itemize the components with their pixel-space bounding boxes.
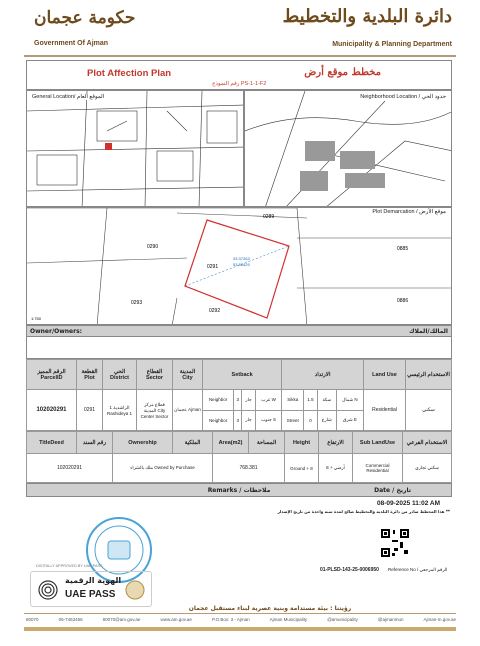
qr-code xyxy=(380,528,410,558)
col-parcel-id: الرقم المميز ParcelID xyxy=(27,360,77,390)
neighborhood-location-map xyxy=(244,90,452,207)
date-value: 08-09-2025 11:02 AM xyxy=(377,500,440,507)
setback-cell: Neighbor xyxy=(203,390,234,411)
owners-area xyxy=(26,337,452,359)
general-location-map xyxy=(26,90,244,207)
owners-bar xyxy=(26,325,452,337)
contact-site2[interactable]: Ajman-m.gov.ae xyxy=(423,617,456,622)
cell-plot: 0291 xyxy=(77,390,103,431)
dept-name-en: Municipality & Planning Department xyxy=(332,41,452,48)
plot-num-885: 0885 xyxy=(397,246,409,252)
remarks-label: Remarks / ملاحظات xyxy=(207,487,271,494)
col-area: Area(m2) xyxy=(213,432,249,454)
neighborhood-location-label: Neighborhood Location / حدود الحي xyxy=(360,94,446,100)
contact-email[interactable]: 80070@am.gov.ae xyxy=(102,617,141,622)
uae-pass-approved: DIGITALLY APPROVED BY UAE PASS xyxy=(36,564,103,568)
footer-divider xyxy=(24,613,456,614)
neighborhood-map-drawing xyxy=(245,91,452,207)
setback-cell: Sikka xyxy=(282,390,304,411)
uae-pass-badge xyxy=(30,571,152,607)
scale-label: 1:750 xyxy=(31,316,42,321)
plan-title-ar: مخطط موقع أرض xyxy=(304,67,381,78)
col-ownership-ar: الملكية xyxy=(173,432,213,454)
cell-height-ar: أرضي + 8 xyxy=(319,454,353,483)
reference-label: Reference No / الرقم المرجعي xyxy=(388,567,448,572)
plan-title-en: Plot Affection Plan xyxy=(87,68,172,79)
setback-cell: 1.5 xyxy=(304,390,318,411)
setback-cell: Street xyxy=(282,410,304,431)
remarks-note: هذا المخطط صادر من دائرة البلدية والتخطيط صالح لمدة سنة واحدة من تاريخ الإصدار ** xyxy=(277,509,450,514)
cell-sub-use-ar: سكني تجاري xyxy=(403,454,452,483)
setback-cell: جنوب S xyxy=(255,410,281,431)
contact-pobox: P.O.Box: 3 - Ajman xyxy=(211,617,250,622)
fingerprint-icon xyxy=(37,579,59,601)
col-setback-ar: الارتداد xyxy=(282,360,364,390)
reference-value: 01-PLSD-143-25-0006950 xyxy=(320,567,379,573)
setback-cell: جار xyxy=(242,390,256,411)
cell-area: 768.381 xyxy=(213,454,285,483)
col-city: المدينة City xyxy=(173,360,203,390)
header-divider xyxy=(24,55,456,57)
col-setback: Setback xyxy=(203,360,282,390)
setback-cell: سكة xyxy=(317,390,336,411)
contact-website[interactable]: www.am.gov.ae xyxy=(160,617,192,622)
deed-info-table xyxy=(26,431,452,483)
setback-cell: جار xyxy=(242,410,256,431)
setback-cell: Neighbor xyxy=(203,410,234,431)
contact-bar xyxy=(26,617,456,622)
col-sub-land-use: Sub LandUse xyxy=(353,432,403,454)
gov-logo-ar: حكومة عجمان xyxy=(34,8,136,28)
uae-pass-ar: الهوية الرقمية xyxy=(65,576,122,585)
vision-statement: رؤيتنا : بيئة مستدامة وبنية عصرية لبناء مستقبل عجمان xyxy=(188,605,352,612)
uae-pass-en: UAE PASS xyxy=(65,589,116,600)
contact-phone-toll[interactable]: 80070 xyxy=(26,617,39,622)
cell-sector: قطاع مركز المدينة City Center Sector xyxy=(137,390,173,431)
plot-dim-1: 33.37263 xyxy=(233,256,250,261)
cell-parcel-id: 102020291 xyxy=(27,390,77,431)
setback-cell: 3 xyxy=(234,410,242,431)
plot-demarcation-drawing xyxy=(27,208,452,325)
plot-dim-2: 53.86429 xyxy=(233,262,250,267)
plot-demarcation-map xyxy=(26,207,452,325)
setback-cell: 0 xyxy=(304,410,318,431)
dept-logo-ar: دائرة البلدية والتخطيط xyxy=(282,6,452,27)
col-area-ar: المساحة xyxy=(249,432,285,454)
contact-facebook[interactable]: Ajman Municipality xyxy=(269,617,308,622)
plot-num-293: 0293 xyxy=(131,300,143,306)
col-sub-use-ar: الاستخدام الفرعي xyxy=(403,432,452,454)
parcel-info-table xyxy=(26,359,452,431)
remarks-bar xyxy=(26,483,452,497)
footer-bottom-line xyxy=(24,627,456,631)
contact-phone[interactable]: 06-7463456 xyxy=(58,617,83,622)
plot-num-290: 0290 xyxy=(147,244,159,250)
plot-demarcation-label: Plot Demarcation / موقع الأرض xyxy=(372,209,446,215)
general-location-label: General Location/ الموقع العام xyxy=(32,94,105,100)
plot-num-291: 0291 xyxy=(207,264,219,270)
col-deed-no-ar: رقم السند xyxy=(77,432,113,454)
col-height-ar: الارتفاع xyxy=(319,432,353,454)
cell-title-deed: 102020291 xyxy=(27,454,113,483)
contact-twitter[interactable]: @amunicipality xyxy=(327,617,358,622)
cell-ownership: ملك بالشراء Owned by Purchase xyxy=(113,454,213,483)
cell-height: Ground + 8 xyxy=(285,454,319,483)
gov-name-en: Government Of Ajman xyxy=(34,40,109,47)
setback-cell: 3 xyxy=(234,390,242,411)
col-title-deed: TitleDeed xyxy=(27,432,77,454)
plot-num-292: 0292 xyxy=(209,308,221,314)
contact-instagram[interactable]: @ajmanmun xyxy=(377,617,404,622)
date-label: Date / تاريخ xyxy=(374,487,411,494)
col-land-use: Land Use xyxy=(364,360,406,390)
cell-sub-land-use: Commercial Residential xyxy=(353,454,403,483)
plot-num-289: 0289 xyxy=(263,214,275,220)
setback-cell: شمال N xyxy=(336,390,363,411)
col-height: Height xyxy=(285,432,319,454)
owners-label-en: Owner/Owners: xyxy=(30,328,83,335)
title-bar xyxy=(26,60,452,90)
plot-num-886: 0886 xyxy=(397,298,409,304)
setback-cell: شارع xyxy=(317,410,336,431)
form-code: رقم النموذج PS-1-1-F2 xyxy=(212,81,267,87)
uae-emblem-icon xyxy=(125,580,145,600)
col-ownership: Ownership xyxy=(113,432,173,454)
col-district: الحي District xyxy=(103,360,137,390)
cell-district: الراشدية 1 Rashideya 1 xyxy=(103,390,137,431)
general-map-drawing xyxy=(27,91,244,207)
col-main-use-ar: الاستخدام الرئيسي xyxy=(406,360,452,390)
col-sector: القطاع Sector xyxy=(137,360,173,390)
page-header xyxy=(0,0,480,58)
cell-main-use-ar: سكني xyxy=(406,390,452,431)
cell-land-use: Residential xyxy=(364,390,406,431)
owners-label-ar: المالك/الملاك xyxy=(408,328,448,335)
setback-cell: شرق E xyxy=(336,410,363,431)
setback-cell: غرب W xyxy=(255,390,281,411)
cell-city: عجمان Ajman xyxy=(173,390,203,431)
col-plot: القطعة Plot xyxy=(77,360,103,390)
